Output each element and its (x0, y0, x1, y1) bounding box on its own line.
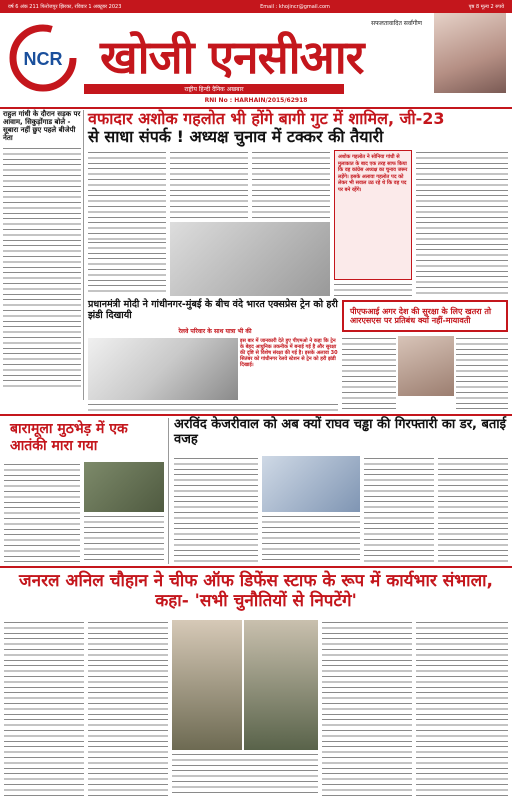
masthead-tagline: सफलतावादित सर्वांगीण (371, 20, 422, 27)
mayawati-photo (398, 336, 454, 396)
chauhan-headline[interactable]: जनरल अनिल चौहान ने चीफ ऑफ डिफेंस स्टाफ के रूप में कार्यभार संभाला, कहा- 'सभी चुनौतियों से निपटेंगे' (19, 571, 493, 611)
newspaper-title: खोजी एनसीआर (100, 30, 364, 84)
masthead (0, 13, 512, 95)
modi-body (88, 402, 338, 412)
lead-body-col5 (416, 150, 508, 295)
svg-text:NCR: NCR (23, 49, 63, 69)
lead-photo-gandhi (170, 222, 330, 296)
baramulla-headline-box[interactable] (4, 418, 164, 458)
pfi-headline-box[interactable] (342, 300, 508, 332)
modi-caption: इस बार में जानकारी देते हुए पीएमओ ने कहा कि ट्रेन के बेहद आधुनिक तकनीक में बनाई गई है और सुरक्षा की दृष्टि से विशेष संरक्षा की गई है। इसके अलावा 30 सितंबर को गांधीनगर रेलवे स्टेशन से ट्रेन को हरी झंडी दिखाई। (240, 338, 338, 368)
encounter-photo (84, 462, 164, 512)
chauhan-photo-right (244, 620, 318, 750)
lead-pull-quote (334, 150, 412, 280)
kejriwal-body-col1 (174, 456, 258, 562)
baramulla-body-col2 (84, 514, 164, 562)
masthead-portrait-photo (434, 13, 506, 93)
chauhan-body-col3 (322, 620, 412, 796)
side-story-body (3, 146, 81, 391)
vande-bharat-photo (88, 338, 238, 400)
column-divider (83, 110, 84, 400)
baramulla-headline: बारामूला मुठभेड़ में एक आतंकी मारा गया (10, 421, 128, 454)
lead-body-col2 (170, 150, 248, 220)
masthead-subtitle: राष्ट्रीय हिन्दी दैनिक अखबार (84, 84, 344, 94)
lead-body-col3 (252, 150, 330, 220)
page-price: पृष्ठ 8 मूल्य 2 रुपये (468, 3, 504, 10)
lead-body-col4b (334, 282, 412, 296)
chauhan-photo-caption (172, 752, 318, 796)
kejriwal-body-col2 (262, 514, 360, 562)
chauhan-body-col4 (416, 620, 508, 796)
chauhan-body-col2 (88, 620, 168, 796)
kejriwal-photo (262, 456, 360, 512)
side-story (3, 110, 81, 400)
modi-headline[interactable]: प्रधानमंत्री मोदी ने गांधीनगर-मुंबई के बीच वंदे भारत एक्सप्रेस ट्रेन को हरी झंडी दिखायी (88, 299, 338, 321)
lead-headline[interactable] (88, 110, 508, 147)
baramulla-body-col1 (4, 462, 80, 562)
modi-subhead: रेलवे परिवार के साथ यात्रा भी की (178, 328, 252, 335)
chauhan-body-col1 (4, 620, 84, 796)
pfi-headline: पीएफआई अगर देश की सुरक्षा के लिए खतरा तो आरएसएस पर प्रतिबंध क्यों नहीं-मायावती (350, 306, 492, 325)
kejriwal-body-col4 (438, 456, 508, 562)
pull-quote-text: अशोक गहलोत ने सोनिया गांधी से मुलाकात के बाद एक तरह साफ किया कि वह कांग्रेस अध्यक्ष का चुनाव जरूर लड़ेंगे। इसके अलावा गहलोत पद को लेकर भी सवाल उठ रहे थे कि वह पद पर बने रहेंगे। (338, 154, 408, 193)
pfi-body-col1 (342, 336, 396, 412)
issue-date: वर्ष 6 अंक 211 फिरोजपुर झिरका, रविवार 1 अक्टूबर 2023 (8, 3, 122, 10)
divider (0, 566, 512, 568)
lead-headline-line1: वफादार अशोक गहलोत भी होंगे बागी गुट में शामिल, जी-23 (88, 109, 445, 128)
pfi-body-col3 (456, 336, 508, 412)
column-divider (168, 418, 169, 564)
contact-email[interactable]: Email : khojincr@gmail.com (260, 3, 330, 10)
chauhan-photo-left (172, 620, 242, 750)
lead-body-col1b (88, 240, 166, 296)
kejriwal-headline[interactable]: अरविंद केजरीवाल को अब क्यों राघव चड्ढा की गिरफ्तारी का डर, बताई वजह (174, 417, 507, 447)
newspaper-logo (6, 21, 80, 95)
lead-body-col1 (88, 150, 166, 240)
rni-number: RNI No : HARHAIN/2015/62918 (204, 97, 308, 104)
divider (0, 414, 512, 416)
lead-headline-line2: से साधा संपर्क ! अध्यक्ष चुनाव में टक्कर की तैयारी (88, 127, 384, 147)
issue-info-bar (0, 0, 512, 13)
side-story-headline[interactable]: राहुल गांधी के दौरान सड़क पर आवाम, सिकुड़ोंगाड बोले - सूबारा नहीं छुए पहले बीजेपी नेता (3, 110, 81, 142)
kejriwal-body-col3 (364, 456, 434, 562)
